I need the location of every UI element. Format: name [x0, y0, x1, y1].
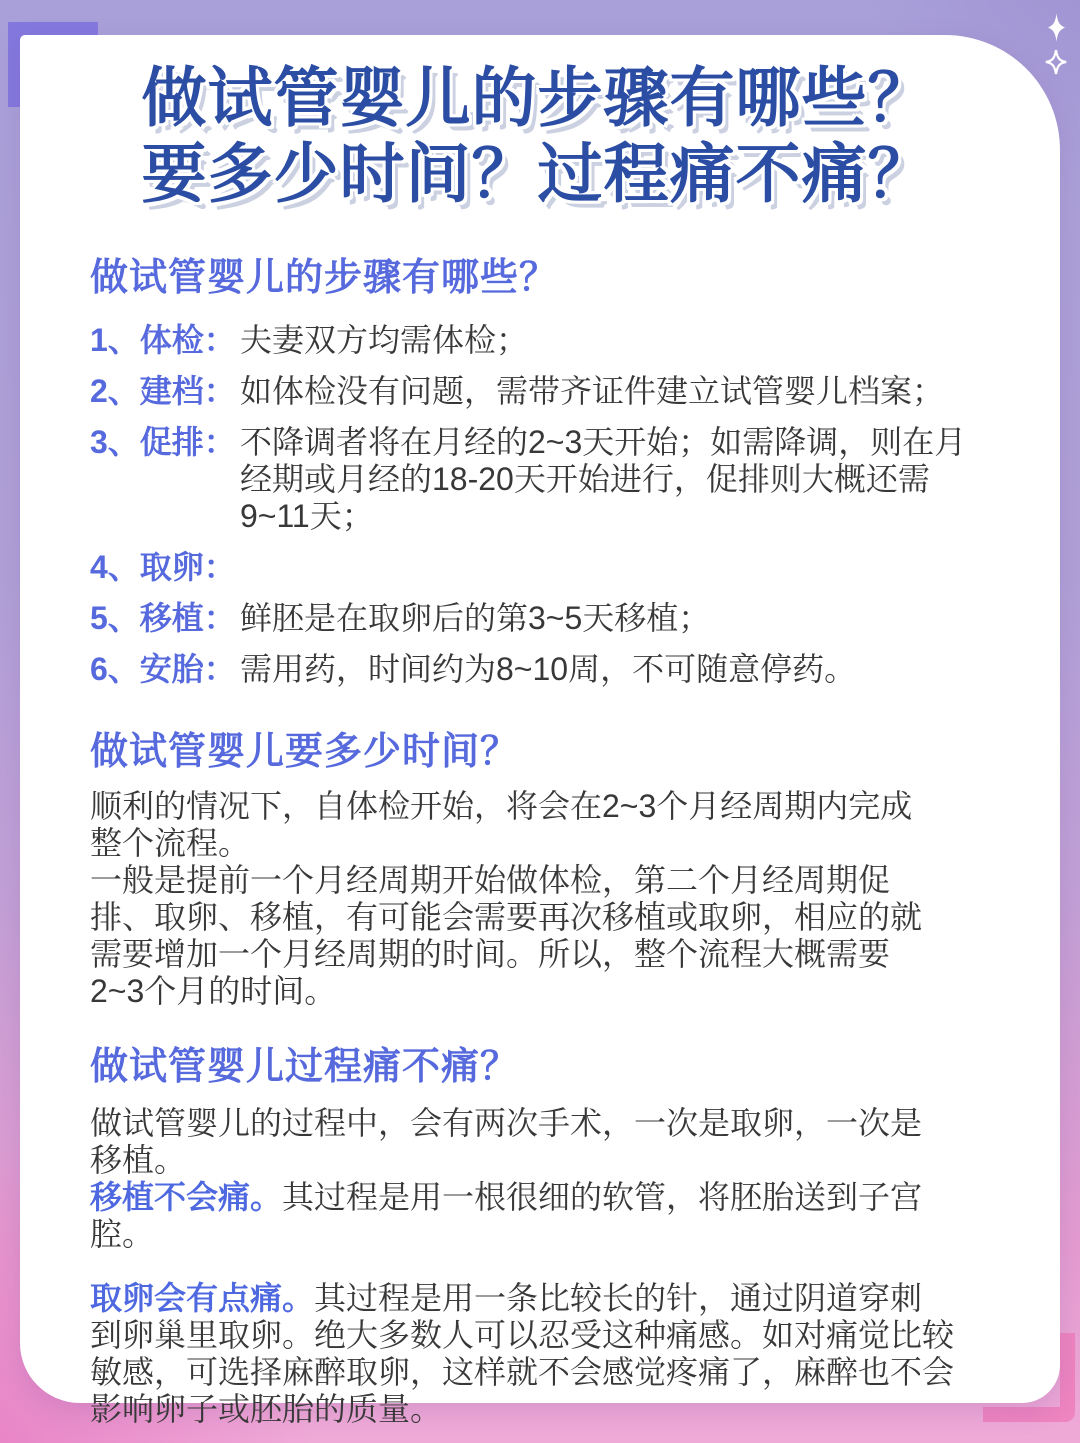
retrieval-line: 影响卵子或胚胎的质量。: [90, 1391, 443, 1427]
pain-heading: 做试管婴儿过程痛不痛？: [90, 1046, 520, 1088]
title-line-1: 做试管婴儿的步骤有哪些？: [141, 61, 934, 134]
duration-line: 顺利的情况下，自体检开始，将会在2~3个月经周期内完成: [90, 788, 913, 824]
duration-line: 一般是提前一个月经周期开始做体检，第二个月经周期促: [90, 862, 891, 898]
sparkle-icon-small: [1044, 48, 1068, 81]
step-desc: 不降调者将在月经的2~3天开始；如需降调，则在月经期或月经的18-20天开始进行，促排则大概还需9~11天；: [240, 424, 967, 534]
transfer-note-line: [90, 1179, 985, 1253]
step-label: 4、取卵：: [90, 549, 236, 585]
retrieval-note-rest: 其过程是用一条比较长的针，通过阴道穿刺: [314, 1280, 923, 1316]
steps-heading: 做试管婴儿的步骤有哪些？: [90, 257, 559, 299]
duration-line: 2~3个月的时间。: [90, 973, 337, 1009]
page-title: [90, 60, 985, 212]
retrieval-line: 到卵巢里取卵。绝大多数人可以忍受这种痛感。如对痛觉比较: [90, 1317, 955, 1353]
step-desc: 鲜胚是在取卵后的第3~5天移植；: [240, 600, 711, 636]
step-item-4: [90, 549, 985, 586]
retrieval-note-lead: 取卵会有点痛。: [90, 1280, 315, 1316]
step-label: 3、促排：: [90, 424, 236, 460]
retrieval-line: 敏感，可选择麻醉取卵，这样就不会感觉疼痛了，麻醉也不会: [90, 1354, 955, 1390]
retrieval-paragraph: [90, 1280, 985, 1428]
pain-intro-line: 做试管婴儿的过程中，会有两次手术，一次是取卵，一次是: [90, 1105, 923, 1141]
retrieval-line-1: [90, 1280, 985, 1317]
step-item-1: [90, 322, 985, 359]
sparkle-icon-large: [1048, 13, 1065, 47]
duration-paragraph: [90, 788, 985, 1010]
step-item-3: [90, 424, 985, 535]
step-desc: 夫妻双方均需体检；: [240, 322, 529, 358]
step-label: 1、体检：: [90, 322, 236, 358]
duration-line: 需要增加一个月经周期的时间。所以，整个流程大概需要: [90, 936, 891, 972]
step-label: 6、安胎：: [90, 651, 236, 687]
transfer-note-lead: 移植不会痛。: [90, 1179, 283, 1215]
step-label: 2、建档：: [90, 373, 236, 409]
pain-intro-line: 移植。: [90, 1142, 187, 1178]
duration-heading: 做试管婴儿要多少时间？: [90, 731, 520, 773]
duration-line: 排、取卵、移植，有可能会需要再次移植或取卵，相应的就: [90, 899, 923, 935]
title-line-2: 要多少时间？过程痛不痛？: [141, 137, 934, 210]
steps-list: [90, 322, 985, 688]
step-label: 5、移植：: [90, 600, 236, 636]
step-item-2: [90, 373, 985, 410]
content-card: [20, 35, 1060, 1427]
transfer-note-rest: 其过程是用一根很细的软管，将胚胎送到子宫腔。: [90, 1179, 923, 1252]
step-desc: 如体检没有问题，需带齐证件建立试管婴儿档案；: [240, 373, 945, 409]
step-desc: 需用药，时间约为8~10周，不可随意停药。: [240, 651, 857, 687]
pain-intro-paragraph: [90, 1105, 985, 1253]
step-item-5: [90, 600, 985, 637]
step-item-6: [90, 651, 985, 688]
duration-line: 整个流程。: [90, 825, 251, 861]
